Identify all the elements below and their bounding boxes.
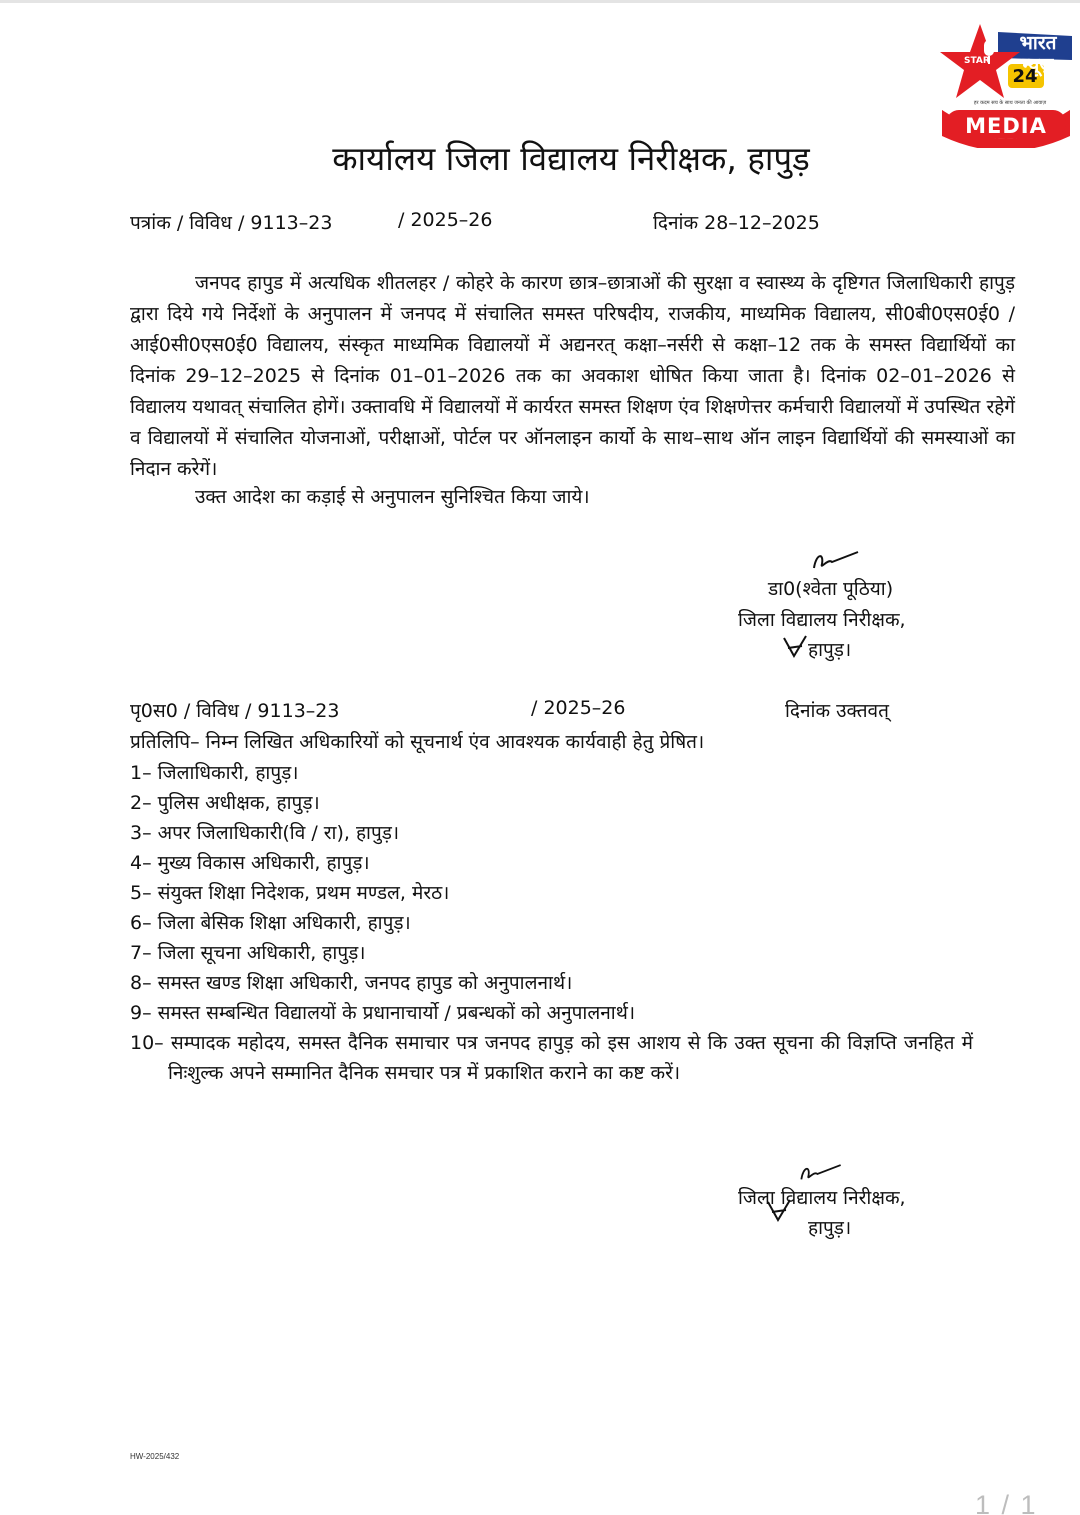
order-paragraph-text: जनपद हापुड में अत्यधिक शीतलहर / कोहरे के कारण छात्र–छात्राओं की सुरक्षा व स्वास्थ्य के दृष्टिगत जिलाधिकारी हापुड़ द्वारा दिये गये निर्देशों के अनुपालन में जनपद में संचालित समस्त परिषदीय, राजकीय, माध्यमिक विद्यालय, सी0बी0एस0ई0 / आई0सी0एस0ई0 विद्यालय, संस्कृत माध्यमिक विद्यालयों में अद्यनरत् कक्षा–नर्सरी से कक्षा–12 तक के समस्त विद्यार्थियों का दिनांक 29–12–2025 से दिनांक 01–01–2026 तक का अवकाश धोषित किया जाता है। दिनांक 02–01–2026 से विद्यालय यथावत् संचालित होगें। उक्तावधि में विद्यालयों में कार्यरत समस्त शिक्षण एंव शिक्षणेत्तर कर्मचारी विद्यालयों में उपस्थित रहेगें व विद्यालयों में संचालित योजनाओं, परीक्षाओं, पोर्टल पर ऑनलाइन कार्यो के साथ–साथ ऑन लाइन विद्यार्थियों की समस्याओं का निदान करेगें। (130, 272, 1015, 480)
list-item: 6– जिला बेसिक शिक्षा अधिकारी, हापुड़। (130, 912, 411, 934)
list-item: 4– मुख्य विकास अधिकारी, हापुड़। (130, 852, 370, 874)
logo-media-text: MEDIA (965, 114, 1047, 138)
signatory-designation: जिला विद्यालय निरीक्षक, (738, 1187, 906, 1209)
logo-brand-text: भारत न्यूज़ (1019, 32, 1057, 76)
list-item: 9– समस्त सम्बन्धित विद्यालयों के प्रधानाचार्यो / प्रबन्धकों को अनुपालनार्थ। (130, 1002, 636, 1024)
copy-letter-date: दिनांक उक्तवत् (785, 700, 889, 722)
order-paragraph (130, 268, 1015, 485)
list-item: 10– सम्पादक महोदय, समस्त दैनिक समाचार पत्र जनपद हापुड़ को इस आशय से कि उक्त सूचना की विज्ञप्ति जनहित में निःशुल्क अपने सम्मानित दैनिक समचार पत्र में प्रकाशित कराने का कष्ट करें। (130, 1032, 973, 1084)
signatory-name: डा0(श्वेता पूठिया) (768, 578, 894, 600)
recipient-list (130, 758, 973, 1088)
letter-number: पत्रांक / विविध / 9113–23 (130, 212, 333, 234)
copy-letter-year: / 2025–26 (531, 697, 626, 719)
list-item: 3– अपर जिलाधिकारी(वि / रा), हापुड़। (130, 822, 400, 844)
list-item: 5– संयुक्त शिक्षा निदेशक, प्रथम मण्डल, मेरठ। (130, 882, 450, 904)
signature-mark (808, 548, 864, 576)
document-code: HW-2025/432 (130, 1452, 180, 1461)
signatory-place: हापुड़। (808, 1217, 852, 1239)
page-indicator: 1 / 1 (975, 1490, 1038, 1515)
logo-tagline: हर कदम सच के साथ जनता की आवाज़ (973, 100, 1047, 106)
initial-mark (780, 632, 810, 660)
list-item: 7– जिला सूचना अधिकारी, हापुड़। (130, 942, 366, 964)
news-channel-logo (936, 18, 1076, 148)
signatory-place: हापुड़। (808, 639, 852, 661)
logo-number: 24 (1012, 66, 1038, 87)
logo-star-text: STAR (964, 56, 990, 66)
copy-letter-number: पृ0स0 / विविध / 9113–23 (130, 700, 340, 722)
letter-date: दिनांक 28–12–2025 (653, 212, 820, 234)
top-divider (0, 0, 1080, 3)
list-item: 2– पुलिस अधीक्षक, हापुड़। (130, 792, 320, 814)
office-title: कार्यालय जिला विद्यालय निरीक्षक, हापुड़ (332, 139, 810, 178)
compliance-line: उक्त आदेश का कड़ाई से अनुपालन सुनिश्चित किया जाये। (195, 486, 590, 508)
letter-year: / 2025–26 (398, 209, 493, 231)
copy-intro: प्रतिलिपि– निम्न लिखित अधिकारियों को सूचनार्थ एंव आवश्यक कार्यवाही हेतु प्रेषित। (130, 731, 705, 753)
list-item: 1– जिलाधिकारी, हापुड़। (130, 762, 299, 784)
list-item: 8– समस्त खण्ड शिक्षा अधिकारी, जनपद हापुड को अनुपालनार्थ। (130, 972, 573, 994)
signatory-designation: जिला विद्यालय निरीक्षक, (738, 609, 906, 631)
